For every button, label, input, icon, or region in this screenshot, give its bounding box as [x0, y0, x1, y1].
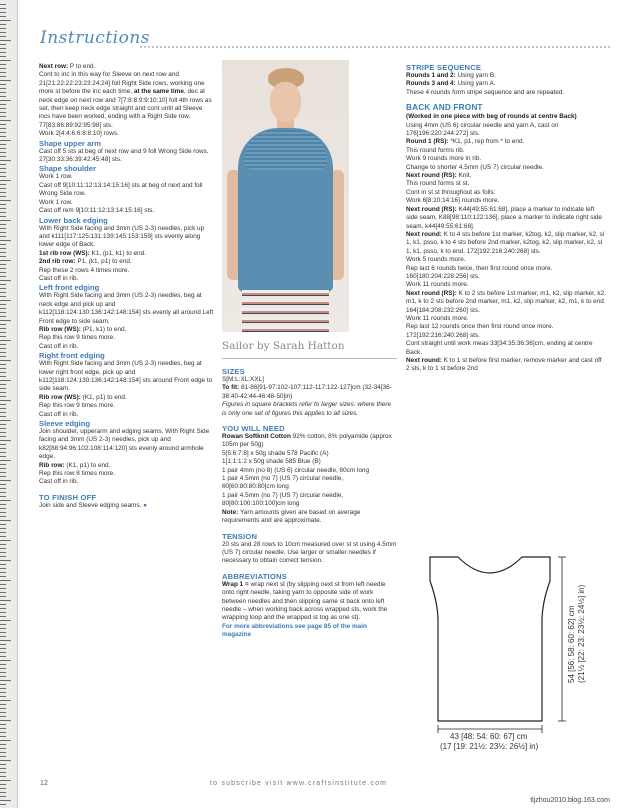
ruler-tick — [0, 224, 6, 225]
column-right — [406, 63, 606, 374]
ruler-tick — [0, 300, 11, 301]
ruler-tick — [0, 516, 6, 517]
ruler-tick — [0, 676, 6, 677]
ruler-tick — [0, 600, 11, 601]
shape-shoulder-heading: Shape shoulder — [39, 164, 96, 174]
needle-item: 1 pair 4mm (no 8) (US 6) circular needle, 60cm long — [222, 466, 370, 474]
ruler-tick — [0, 272, 6, 273]
end-bullet-icon: ● — [143, 501, 147, 509]
intro-para: Cont to inc in this way for Sleeve on next row and 21[21:22:22:23:23:24:24] foll Right Side rows, working one more st before the inc each time, at the same time, dec at neck edge on next row and 7[7:8:8:9:9:10:10] foll 4th rows as set, then keep neck edge straight and cont until all Sleeve incs have been worked, ending with a Right Side row. 77[83:86:89:92:95:98] sts. — [39, 71, 212, 129]
ruler-tick — [0, 376, 6, 377]
ruler-tick — [0, 484, 6, 485]
ruler-tick — [0, 264, 6, 265]
instruction-line: Rep this row 8 times more. — [39, 470, 116, 478]
ruler-tick — [0, 96, 6, 97]
ruler-tick — [0, 236, 6, 237]
ruler-tick — [0, 428, 6, 429]
ruler-tick — [0, 468, 6, 469]
ruler-tick — [0, 632, 6, 633]
ruler-tick — [0, 52, 6, 53]
instruction-line: Rib row (WS): (K1, p1) to end. — [39, 393, 127, 401]
ruler-tick — [0, 572, 6, 573]
ruler-tick — [0, 520, 11, 521]
ruler-tick — [0, 628, 6, 629]
design-title: Sailor by Sarah Hatton — [222, 340, 345, 352]
ruler-tick — [0, 108, 6, 109]
yarn-b: 1[1:1:1:2 x 50g shade 585 Blue (B) — [222, 458, 321, 466]
ruler-tick — [0, 244, 6, 245]
ruler-tick — [0, 772, 6, 773]
shape-upper-arm-text: Cast off 5 sts at beg of next row and 9 foll Wrong Side rows. 27[30:33:36:39:42:45:48] sts. — [39, 147, 209, 164]
ruler-tick — [0, 664, 6, 665]
ruler-tick — [0, 400, 11, 401]
sleeve-edging-heading: Sleeve edging — [39, 419, 91, 429]
ruler-tick — [0, 644, 6, 645]
ruler-tick — [0, 760, 11, 761]
ruler-tick — [0, 172, 6, 173]
ruler-tick — [0, 208, 6, 209]
ruler-tick — [0, 336, 6, 337]
ruler-tick — [0, 124, 6, 125]
ruler-tick — [0, 388, 6, 389]
ruler-tick — [0, 672, 6, 673]
instruction-line: Rib row: (K1, p1) to end. — [39, 461, 111, 469]
ruler-tick — [0, 588, 6, 589]
ruler-tick — [0, 616, 6, 617]
instruction-para: Using 4mm (US 6) circular needle and yarn A, cast on 176[196:220:244:272] sts. — [406, 121, 559, 138]
instruction-para: 164[184:208:232:260] sts. — [406, 306, 480, 314]
more-abbreviations-link: For more abbreviations see page 85 of the main magazine — [222, 622, 367, 639]
ruler-tick — [0, 328, 6, 329]
instruction-line: Cast off in rib. — [39, 478, 79, 486]
finish-off-text: Join side and Sleeve edging seams. ● — [39, 501, 147, 509]
instruction-line: Cast off in rib. — [39, 342, 79, 350]
ruler-tick — [0, 308, 6, 309]
ruler-tick — [0, 48, 6, 49]
back-front-body — [406, 122, 606, 374]
stripe-text: These 4 rounds form stripe sequence and are repeated. — [406, 88, 565, 96]
note-text: Note: Yarn amounts given are based on average requirements and are approximate. — [222, 508, 361, 525]
ruler-tick — [0, 72, 6, 73]
side-ruler — [0, 0, 18, 808]
ruler-tick — [0, 604, 6, 605]
ruler-tick — [0, 192, 6, 193]
intro-para: Work 2[4:4:6:6:8:8:10] rows. — [39, 130, 119, 138]
ruler-tick — [0, 560, 11, 561]
ruler-tick — [0, 480, 11, 481]
instruction-para: Work 6[8:10:14:16] rounds more. — [406, 197, 500, 205]
ruler-tick — [0, 4, 6, 5]
ruler-tick — [0, 724, 6, 725]
ruler-tick — [0, 240, 11, 241]
ruler-tick — [0, 796, 6, 797]
intro-block — [39, 63, 214, 139]
ruler-tick — [0, 340, 11, 341]
ruler-tick — [0, 32, 6, 33]
ruler-tick — [0, 640, 11, 641]
instruction-line: Cast off in rib. — [39, 274, 79, 282]
ruler-tick — [0, 680, 11, 681]
right-front-heading: Right front edging — [39, 351, 105, 361]
ruler-tick — [0, 756, 6, 757]
ruler-tick — [0, 304, 6, 305]
ruler-tick — [0, 248, 6, 249]
instruction-line: Work 1 row. — [39, 198, 73, 206]
finish-off-heading: TO FINISH OFF — [39, 492, 97, 502]
ruler-tick — [0, 636, 6, 637]
ruler-tick — [0, 212, 6, 213]
ruler-tick — [0, 608, 6, 609]
right-front-text: With Right Side facing and 3mm (US 2-3) needles, beg at lower right front edge, pick up and k112[118:124:130:136:142:148:154] sts around Front edge to side seam. — [39, 360, 213, 393]
left-front-text: With Right Side facing and 3mm (US 2-3) needles, beg at neck edge and pick up and k112[118:124:130:136:142:148:154] sts evenly all around Left Front edge to side seam. — [39, 292, 214, 325]
ruler-tick — [0, 568, 6, 569]
ruler-tick — [0, 364, 6, 365]
ruler-tick — [0, 204, 6, 205]
ruler-tick — [0, 24, 6, 25]
ruler-tick — [0, 220, 11, 221]
column-left — [39, 63, 214, 510]
ruler-tick — [0, 660, 11, 661]
instruction-para: Next round (RS): K44[49:55:61:68], place a marker to indicate left side seam, K88[98:110:122:136], place a marker to indicate right side seam, k44[49:55:61:68]. — [406, 205, 602, 230]
ruler-tick — [0, 68, 6, 69]
ruler-tick — [0, 648, 6, 649]
lower-back-text: With Right Side facing and 3mm (US 2-3) needles, pick up and k111[117:125:131:139:145:153:159] sts evenly along lower edge of Back. — [39, 224, 205, 249]
ruler-tick — [0, 256, 6, 257]
instruction-para: Next round: K to 1 st before first marker, remove marker and cast off 2 sts, k to 1 st before 2nd — [406, 357, 602, 373]
ruler-tick — [0, 60, 11, 61]
ruler-tick — [0, 320, 11, 321]
ruler-tick — [0, 496, 6, 497]
page-title: Instructions — [40, 28, 150, 48]
ruler-tick — [0, 416, 6, 417]
ruler-tick — [0, 732, 6, 733]
ruler-tick — [0, 252, 6, 253]
left-front-heading: Left front edging — [39, 283, 100, 293]
ruler-tick — [0, 748, 6, 749]
ruler-tick — [0, 80, 11, 81]
ruler-tick — [0, 360, 11, 361]
ruler-tick — [0, 500, 11, 501]
ruler-tick — [0, 152, 6, 153]
ruler-tick — [0, 752, 6, 753]
abbreviations-heading: ABBREVIATIONS — [222, 571, 287, 581]
ruler-tick — [0, 784, 6, 785]
ruler-tick — [0, 132, 6, 133]
ruler-tick — [0, 292, 6, 293]
ruler-tick — [0, 452, 6, 453]
instruction-para: Work 9 rounds more in rib. — [406, 155, 482, 163]
ruler-tick — [0, 540, 11, 541]
ruler-tick — [0, 476, 6, 477]
ruler-tick — [0, 40, 11, 41]
ruler-tick — [0, 100, 11, 101]
instruction-para: Work 11 rounds more. — [406, 314, 469, 322]
ruler-tick — [0, 92, 6, 93]
instruction-line: Rep this row 9 times more. — [39, 334, 116, 342]
intro-para: Next row: P to end. — [39, 63, 96, 70]
ruler-tick — [0, 776, 6, 777]
instruction-line: Cast off rem 9[10:11:12:13:14:15:16] sts. — [39, 207, 155, 215]
instruction-para: Round 1 (RS): *K1, p1, rep from * to end. — [406, 138, 525, 146]
ruler-tick — [0, 160, 11, 161]
ruler-tick — [0, 544, 6, 545]
ruler-tick — [0, 432, 6, 433]
ruler-tick — [0, 284, 6, 285]
page-number: 12 — [40, 780, 48, 787]
ruler-tick — [0, 356, 6, 357]
shape-upper-arm-heading: Shape upper arm — [39, 138, 102, 148]
ruler-tick — [0, 580, 11, 581]
ruler-tick — [0, 532, 6, 533]
ruler-tick — [0, 384, 6, 385]
yarn-text: Rowan Softknit Cotton 92% cotton, 8% polyamide (approx 105m per 50g) — [222, 433, 392, 449]
ruler-tick — [0, 460, 11, 461]
ruler-tick — [0, 556, 6, 557]
ruler-tick — [0, 692, 6, 693]
ruler-tick — [0, 472, 6, 473]
instruction-line: Rib row (WS): (P1, k1) to end. — [39, 325, 127, 333]
ruler-tick — [0, 684, 6, 685]
ruler-tick — [0, 140, 11, 141]
ruler-tick — [0, 804, 6, 805]
ruler-tick — [0, 612, 6, 613]
ruler-tick — [0, 344, 6, 345]
height-label: 54 [56: 58: 60: 62] cm — [567, 605, 576, 683]
ruler-tick — [0, 188, 6, 189]
ruler-tick — [0, 84, 6, 85]
ruler-tick — [0, 652, 6, 653]
lower-back-heading: Lower back edging — [39, 215, 108, 225]
sleeve-edging-text: Join shoulder, upperarm and edging seams. With Right Side facing and 3mm (US 2-3) needles, pick up and k82[88:94:96:102:108:114:120] sts evenly around armhole edge. — [39, 428, 210, 461]
ruler-tick — [0, 448, 6, 449]
ruler-tick — [0, 128, 6, 129]
ruler-tick — [0, 116, 6, 117]
ruler-tick — [0, 8, 6, 9]
ruler-tick — [0, 176, 6, 177]
ruler-tick — [0, 584, 6, 585]
ruler-tick — [0, 168, 6, 169]
ruler-tick — [0, 596, 6, 597]
ruler-tick — [0, 656, 6, 657]
instruction-line: Rep this row 9 times more. — [39, 402, 116, 410]
ruler-tick — [0, 348, 6, 349]
fit-text: To fit: 81-86[91-97:102-107:112-117:122-127]cm (32-34[36-38:40-42:44-46:48-50]in) — [222, 384, 392, 400]
ruler-tick — [0, 280, 11, 281]
tension-heading: TENSION — [222, 531, 258, 541]
instruction-para: Next round (RS): K to 2 sts before 1st marker, m1, k2, slip marker, k2, m1, k to 2 sts before 2nd marker, m1, k2, slip marker, k2, m1, k to end. — [406, 289, 606, 306]
width-inches-label: (17 [19: 21½: 23½: 26½] in) — [440, 742, 539, 751]
instruction-line: Cast off 9[10:11:12:13:14:15:16] sts at beg of next and foll Wrong Side row. — [39, 181, 203, 198]
instruction-para: Cont straight until work meas 33[34:35:36:36]cm, ending at centre Back. — [406, 340, 593, 356]
ruler-tick — [0, 144, 6, 145]
ruler-tick — [0, 620, 11, 621]
ruler-tick — [0, 524, 6, 525]
instruction-line: Cast off in rib. — [39, 410, 79, 418]
garment-schematic — [400, 543, 586, 768]
back-front-subheading: (Worked in one piece with beg of rounds at centre Back) — [406, 113, 577, 121]
ruler-tick — [0, 36, 6, 37]
ruler-tick — [0, 112, 6, 113]
ruler-tick — [0, 380, 11, 381]
instruction-para: Next round (RS): Knit. — [406, 172, 472, 180]
watermark: tljzhou2010.blog.163.com — [530, 797, 610, 804]
figures-note: Figures in square brackets refer to larger sizes: where there is only one set of figures this applies to all sizes. — [222, 401, 392, 417]
stripe-heading: STRIPE SEQUENCE — [406, 63, 482, 72]
ruler-tick — [0, 576, 6, 577]
ruler-tick — [0, 104, 6, 105]
instruction-para: Rep last 6 rounds twice, then first round once more. 160[180:204:228:256] sts. — [406, 264, 553, 280]
ruler-tick — [0, 296, 6, 297]
ruler-tick — [0, 716, 6, 717]
ruler-tick — [0, 696, 6, 697]
ruler-tick — [0, 332, 6, 333]
ruler-tick — [0, 148, 6, 149]
ruler-tick — [0, 164, 6, 165]
width-label: 43 [48: 54: 60: 67] cm — [450, 732, 528, 741]
ruler-tick — [0, 180, 11, 181]
ruler-tick — [0, 444, 6, 445]
ruler-tick — [0, 800, 11, 801]
instruction-para: This round forms st st. — [406, 180, 470, 188]
ruler-tick — [0, 420, 11, 421]
ruler-tick — [0, 592, 6, 593]
ruler-tick — [0, 136, 6, 137]
ruler-tick — [0, 712, 6, 713]
ruler-tick — [0, 728, 6, 729]
tension-text: 20 sts and 28 rows to 10cm measured over st st using 4.5mm (US 7) circular needle. Use larger or smaller needles if necessary to obtain correct tension. — [222, 540, 397, 565]
ruler-tick — [0, 764, 6, 765]
ruler-tick — [0, 668, 6, 669]
ruler-tick — [0, 688, 6, 689]
ruler-tick — [0, 788, 6, 789]
ruler-tick — [0, 276, 6, 277]
ruler-tick — [0, 56, 6, 57]
ruler-tick — [0, 372, 6, 373]
ruler-tick — [0, 232, 6, 233]
ruler-tick — [0, 268, 6, 269]
back-front-heading: BACK AND FRONT — [406, 103, 483, 113]
ruler-tick — [0, 624, 6, 625]
ruler-tick — [0, 404, 6, 405]
ruler-tick — [0, 488, 6, 489]
ruler-tick — [0, 744, 6, 745]
ruler-tick — [0, 76, 6, 77]
ruler-tick — [0, 508, 6, 509]
instruction-para: Work 5 rounds more. — [406, 256, 466, 264]
title-dotted-rule — [140, 46, 610, 48]
ruler-tick — [0, 216, 6, 217]
ruler-tick — [0, 736, 6, 737]
ruler-tick — [0, 228, 6, 229]
ruler-tick — [0, 392, 6, 393]
ruler-tick — [0, 700, 11, 701]
instruction-para: Change to shorter 4.5mm (US 7) circular needle. — [406, 163, 544, 171]
ruler-tick — [0, 708, 6, 709]
ruler-tick — [0, 456, 6, 457]
model-photo — [222, 60, 349, 332]
ruler-tick — [0, 200, 11, 201]
ruler-tick — [0, 352, 6, 353]
ruler-tick — [0, 324, 6, 325]
ruler-tick — [0, 260, 11, 261]
sizes-text: S[M:L:XL:XXL] — [222, 376, 264, 383]
ruler-tick — [0, 288, 6, 289]
ruler-tick — [0, 28, 6, 29]
instruction-line: Work 1 row. — [39, 173, 73, 181]
ruler-tick — [0, 504, 6, 505]
ruler-tick — [0, 312, 6, 313]
ruler-tick — [0, 316, 6, 317]
instruction-para: Next round: K to 4 sts before 1st marker, k2tog, k2, slip marker, k2, sl 1, k1, psso, k to 4 sts before 2nd marker, k2tog, k2, slip marker, k2, sl 1, k1, psso, k to end. 172[192:216:240:268] sts. — [406, 230, 605, 255]
ruler-tick — [0, 120, 11, 121]
ruler-tick — [0, 16, 6, 17]
column-middle — [222, 60, 397, 640]
needle-item: 1 pair 4.5mm (no 7) (US 7) circular needle, 80[80:100:100:100]cm long — [222, 491, 344, 508]
stripe-row: Rounds 3 and 4: Using yarn A. — [406, 80, 496, 88]
ruler-tick — [0, 44, 6, 45]
instruction-line: 1st rib row (WS): K1, (p1, k1) to end. — [39, 249, 146, 257]
instruction-line: 2nd rib row: P1, (k1, p1) to end. — [39, 258, 132, 266]
needle-item: 1 pair 4.5mm (no 7) (US 7) circular needle, 60[60:80:80:80]cm long — [222, 475, 344, 491]
ruler-tick — [0, 536, 6, 537]
ruler-tick — [0, 492, 6, 493]
divider — [222, 358, 397, 359]
ruler-tick — [0, 552, 6, 553]
ruler-tick — [0, 564, 6, 565]
ruler-tick — [0, 528, 6, 529]
ruler-tick — [0, 64, 6, 65]
ruler-tick — [0, 412, 6, 413]
ruler-tick — [0, 424, 6, 425]
ruler-tick — [0, 792, 6, 793]
ruler-tick — [0, 184, 6, 185]
ruler-tick — [0, 548, 6, 549]
instruction-para: Cont in st st throughout as folls: — [406, 188, 496, 196]
ruler-tick — [0, 512, 6, 513]
ruler-tick — [0, 408, 6, 409]
ruler-tick — [0, 704, 6, 705]
ruler-tick — [0, 720, 11, 721]
ruler-tick — [0, 440, 11, 441]
ruler-tick — [0, 780, 11, 781]
height-inches-label: (21½ [22: 23: 23½: 24½] in) — [577, 584, 586, 683]
ruler-tick — [0, 196, 6, 197]
instruction-line: Rep these 2 rows 4 times more. — [39, 266, 130, 274]
ruler-tick — [0, 436, 6, 437]
sizes-heading: SIZES — [222, 367, 245, 376]
subscribe-link[interactable]: to subscribe visit www.craftsinstitute.com — [210, 780, 388, 787]
yarn-a: 5[5:6:7:8] x 50g shade 578 Pacific (A) — [222, 449, 329, 457]
instruction-para: Rep last 12 rounds once then first round once more. 172[192:216:240:268] sts. — [406, 323, 554, 339]
ruler-tick — [0, 464, 6, 465]
ruler-tick — [0, 88, 6, 89]
ruler-tick — [0, 12, 6, 13]
ruler-tick — [0, 396, 6, 397]
ruler-tick — [0, 368, 6, 369]
ruler-tick — [0, 740, 11, 741]
ruler-tick — [0, 768, 6, 769]
instruction-para: Work 11 rounds more. — [406, 281, 469, 289]
instruction-para: This round forms rib. — [406, 146, 465, 154]
ruler-tick — [0, 156, 6, 157]
stripe-row: Rounds 1 and 2: Using yarn B. — [406, 72, 496, 79]
wrap-text: Wrap 1 = wrap next st (by slipping next st from left needle onto right needle, taking yarn to opposite side of work between needles and then slipping same st back onto left needle – when working back across wrapped sts, work the wrapping loop and the wrapped st tog as one st). — [222, 580, 388, 622]
you-will-need-heading: YOU WILL NEED — [222, 424, 285, 434]
ruler-tick — [0, 20, 11, 21]
